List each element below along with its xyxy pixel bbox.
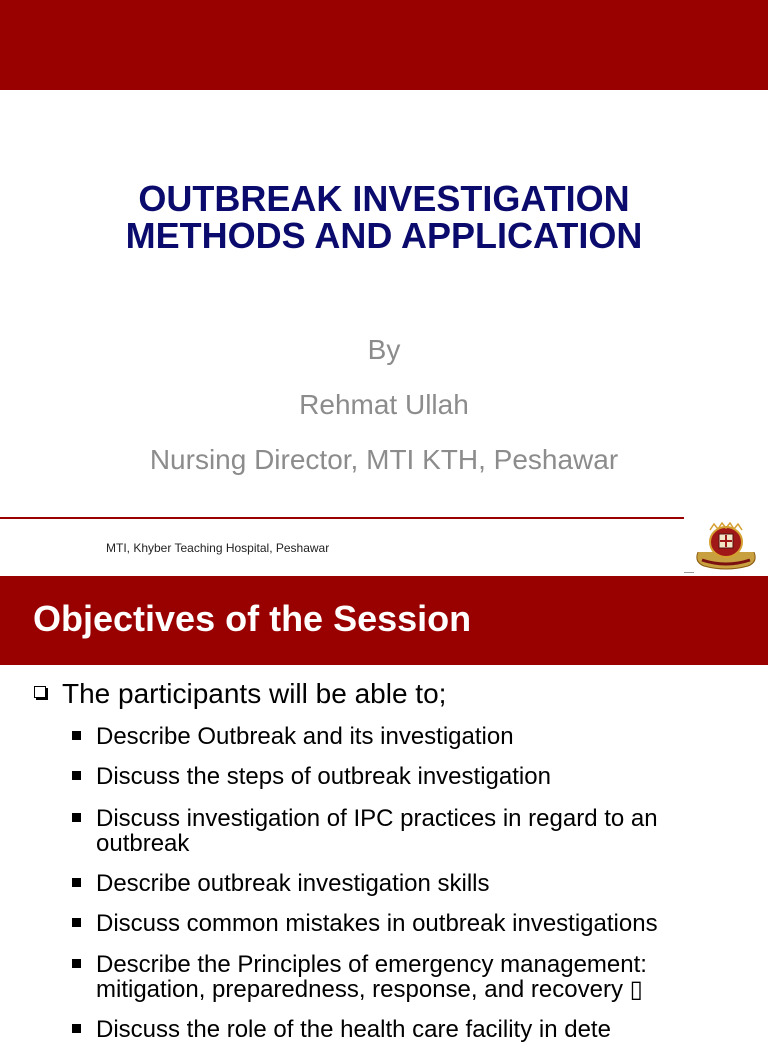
author-block bbox=[0, 330, 768, 495]
footer-institution: MTI, Khyber Teaching Hospital, Peshawar bbox=[106, 541, 330, 555]
objective-item bbox=[72, 911, 732, 936]
objective-item bbox=[72, 724, 732, 749]
footer-divider bbox=[0, 517, 684, 519]
objective-item bbox=[72, 871, 732, 896]
objective-text: Describe the Principles of emergency management: mitigation, preparedness, response, and recovery ▯ bbox=[96, 951, 647, 1003]
hospital-crest-icon bbox=[690, 522, 762, 570]
objectives-slide bbox=[0, 576, 768, 1043]
objective-text: Describe Outbreak and its investigation bbox=[96, 723, 514, 750]
objective-item bbox=[72, 806, 732, 856]
heading-banner bbox=[0, 576, 768, 665]
hollow-square-bullet-icon bbox=[34, 686, 46, 698]
filled-square-bullet-icon bbox=[72, 959, 81, 968]
objective-text: Discuss investigation of IPC practices in regard to an outbreak bbox=[96, 805, 658, 857]
top-banner bbox=[0, 0, 768, 90]
filled-square-bullet-icon bbox=[72, 1024, 81, 1033]
objective-text: Describe outbreak investigation skills bbox=[96, 870, 490, 897]
filled-square-bullet-icon bbox=[72, 878, 81, 887]
objective-text: Discuss the role of the health care facility in dete bbox=[96, 1016, 611, 1043]
slide-title-line-1: OUTBREAK INVESTIGATION bbox=[138, 178, 630, 219]
author-position: Nursing Director, MTI KTH, Peshawar bbox=[149, 444, 619, 475]
filled-square-bullet-icon bbox=[72, 813, 81, 822]
logo-underline bbox=[684, 572, 694, 573]
slide-heading: Objectives of the Session bbox=[33, 598, 472, 639]
filled-square-bullet-icon bbox=[72, 731, 81, 740]
objective-text: Discuss common mistakes in outbreak investigations bbox=[96, 910, 658, 937]
objective-item bbox=[72, 952, 732, 1002]
slide-title-line-2: METHODS AND APPLICATION bbox=[125, 215, 643, 256]
objective-item bbox=[72, 1017, 732, 1042]
slide-title bbox=[0, 180, 768, 254]
objective-text: Discuss the steps of outbreak investigation bbox=[96, 763, 551, 790]
filled-square-bullet-icon bbox=[72, 918, 81, 927]
filled-square-bullet-icon bbox=[72, 771, 81, 780]
intro-text: The participants will be able to; bbox=[62, 678, 447, 709]
author-name: Rehmat Ullah bbox=[299, 389, 469, 420]
by-label: By bbox=[367, 334, 401, 365]
objective-item bbox=[72, 764, 732, 789]
